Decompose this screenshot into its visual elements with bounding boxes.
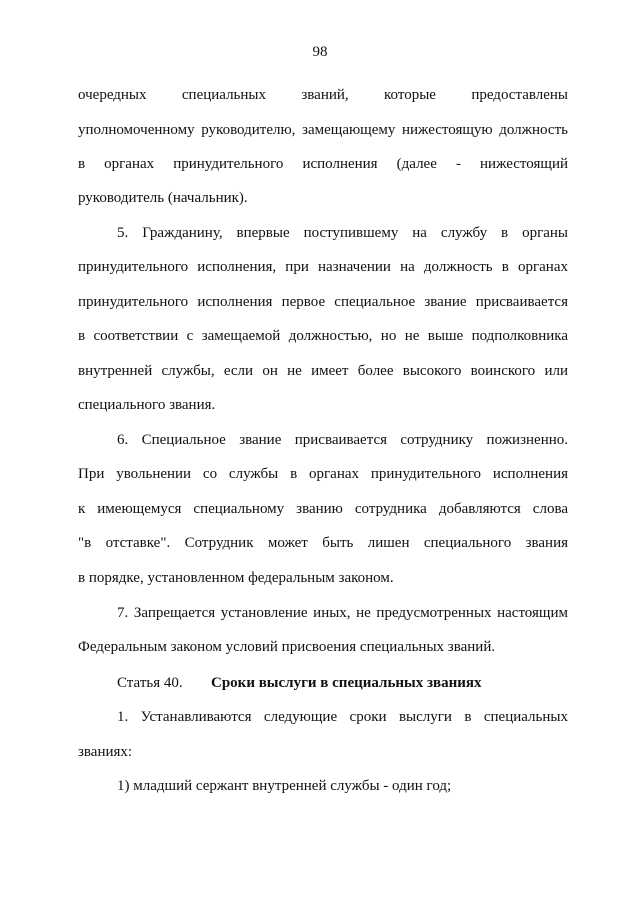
text-line: Федеральным законом условий присвоения специальных званий. xyxy=(78,639,496,655)
text-line: очередных специальных званий, которые предоставлены xyxy=(78,87,568,103)
text-line: принудительного исполнения первое специальное звание присваивается xyxy=(78,294,568,310)
text-line: 1) младший сержант внутренней службы - один год; xyxy=(117,778,452,794)
text-line: званиях: xyxy=(78,744,133,760)
text-line: в соответствии с замещаемой должностью, но не выше подполковника xyxy=(78,328,568,344)
text-line: 1. Устанавливаются следующие сроки выслуги в специальных xyxy=(117,709,568,725)
text-line: уполномоченному руководителю, замещающему нижестоящую должность xyxy=(78,122,568,138)
page-number: 98 xyxy=(312,44,328,60)
text-line: в порядке, установленном федеральным законом. xyxy=(78,570,394,586)
text-line: принудительного исполнения, при назначении на должность в органах xyxy=(78,259,568,275)
text-line: специального звания. xyxy=(78,397,216,413)
text-line: в органах принудительного исполнения (далее - нижестоящий xyxy=(78,156,568,172)
text-line: 7. Запрещается установление иных, не предусмотренных настоящим xyxy=(117,605,568,621)
text-line: к имеющемуся специальному званию сотрудника добавляются слова xyxy=(78,501,568,517)
article-heading xyxy=(117,674,568,692)
text-line: внутренней службы, если он не имеет более высокого воинского или xyxy=(78,363,568,379)
article-title: Сроки выслуги в специальных званиях xyxy=(211,675,482,691)
text-line: "в отставке". Сотрудник может быть лишен специального звания xyxy=(78,535,568,551)
text-line: руководитель (начальник). xyxy=(78,190,248,206)
article-label: Статья 40. xyxy=(117,675,183,691)
text-line: При увольнении со службы в органах принудительного исполнения xyxy=(78,466,568,482)
text-line: 6. Специальное звание присваивается сотруднику пожизненно. xyxy=(117,432,568,448)
text-line: 5. Гражданину, впервые поступившему на службу в органы xyxy=(117,225,568,241)
